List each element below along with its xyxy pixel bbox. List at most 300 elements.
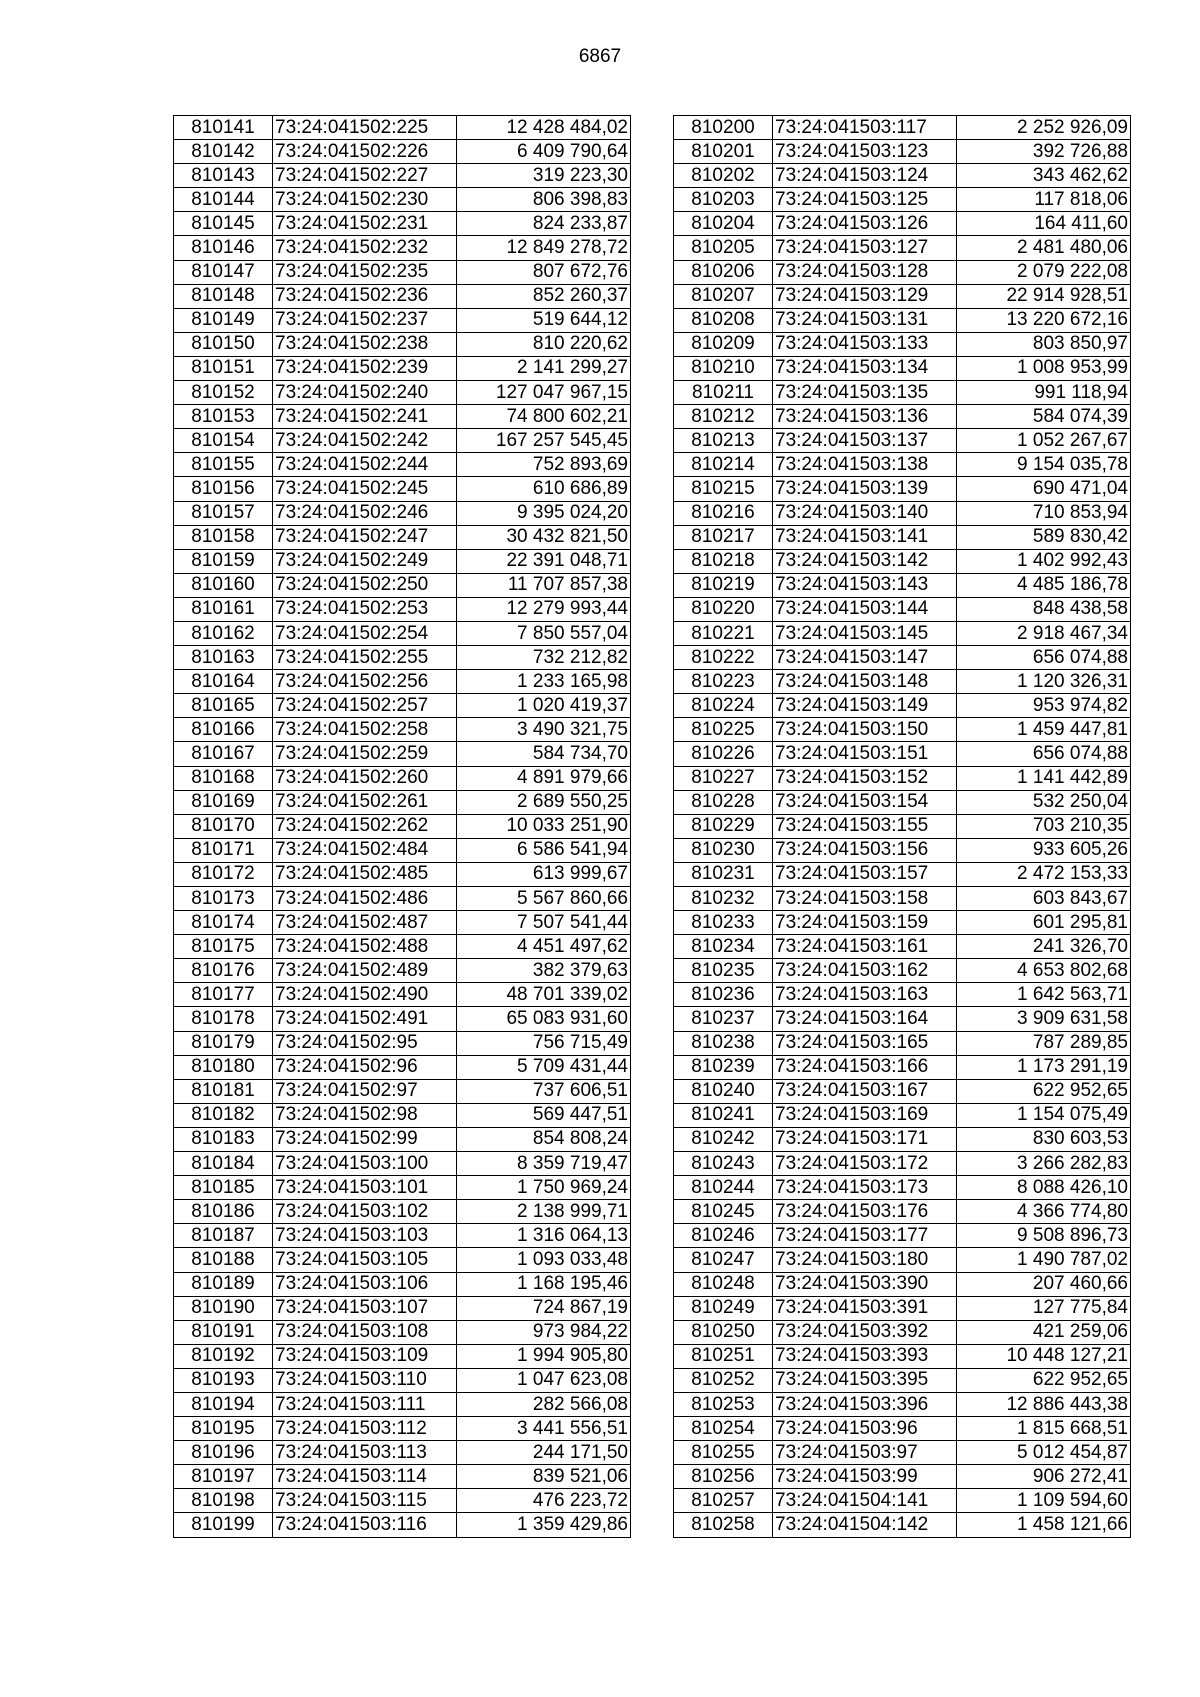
- row-number-cell: 810177: [174, 983, 273, 1007]
- cadastral-number-cell: 73:24:041503:129: [773, 284, 957, 308]
- cadastral-number-cell: 73:24:041503:114: [273, 1465, 457, 1489]
- table-row: [174, 1224, 631, 1248]
- cadastral-number-cell: 73:24:041502:238: [273, 332, 457, 356]
- cadastral-number-cell: 73:24:041502:227: [273, 164, 457, 188]
- value-cell: 991 118,94: [957, 381, 1131, 405]
- table-row: [174, 501, 631, 525]
- row-number-cell: 810157: [174, 501, 273, 525]
- table-row: [174, 838, 631, 862]
- value-cell: 22 914 928,51: [957, 284, 1131, 308]
- data-table-right: [673, 115, 1131, 1538]
- cadastral-number-cell: 73:24:041503:148: [773, 670, 957, 694]
- value-cell: 1 141 442,89: [957, 766, 1131, 790]
- row-number-cell: 810225: [674, 718, 773, 742]
- row-number-cell: 810201: [674, 140, 773, 164]
- value-cell: 601 295,81: [957, 911, 1131, 935]
- cadastral-number-cell: 73:24:041502:96: [273, 1055, 457, 1079]
- value-cell: 854 808,24: [457, 1127, 631, 1151]
- table-row: [674, 525, 1131, 549]
- value-cell: 1 008 953,99: [957, 356, 1131, 380]
- value-cell: 9 154 035,78: [957, 453, 1131, 477]
- table-row: [674, 1152, 1131, 1176]
- table-row: [174, 1127, 631, 1151]
- value-cell: 824 233,87: [457, 212, 631, 236]
- row-number-cell: 810218: [674, 549, 773, 573]
- row-number-cell: 810198: [174, 1489, 273, 1513]
- row-number-cell: 810182: [174, 1103, 273, 1127]
- table-row: [674, 1224, 1131, 1248]
- value-cell: 1 052 267,67: [957, 429, 1131, 453]
- row-number-cell: 810209: [674, 332, 773, 356]
- cadastral-number-cell: 73:24:041503:144: [773, 597, 957, 621]
- value-cell: 476 223,72: [457, 1489, 631, 1513]
- row-number-cell: 810242: [674, 1127, 773, 1151]
- cadastral-number-cell: 73:24:041502:487: [273, 911, 457, 935]
- cadastral-number-cell: 73:24:041503:172: [773, 1152, 957, 1176]
- table-row: [174, 862, 631, 886]
- table-row: [674, 429, 1131, 453]
- row-number-cell: 810149: [174, 308, 273, 332]
- cadastral-number-cell: 73:24:041503:131: [773, 308, 957, 332]
- table-row: [674, 838, 1131, 862]
- cadastral-number-cell: 73:24:041502:491: [273, 1007, 457, 1031]
- value-cell: 167 257 545,45: [457, 429, 631, 453]
- table-row: [174, 212, 631, 236]
- cadastral-number-cell: 73:24:041503:100: [273, 1152, 457, 1176]
- row-number-cell: 810199: [174, 1513, 273, 1537]
- value-cell: 610 686,89: [457, 477, 631, 501]
- table-row: [674, 814, 1131, 838]
- table-row: [174, 1513, 631, 1537]
- cadastral-number-cell: 73:24:041502:260: [273, 766, 457, 790]
- cadastral-number-cell: 73:24:041503:105: [273, 1248, 457, 1272]
- value-cell: 74 800 602,21: [457, 405, 631, 429]
- value-cell: 584 734,70: [457, 742, 631, 766]
- cadastral-number-cell: 73:24:041502:485: [273, 862, 457, 886]
- table-row: [674, 959, 1131, 983]
- table-row: [674, 790, 1131, 814]
- table-row: [174, 670, 631, 694]
- cadastral-number-cell: 73:24:041502:262: [273, 814, 457, 838]
- table-row: [674, 1489, 1131, 1513]
- value-cell: 656 074,88: [957, 646, 1131, 670]
- row-number-cell: 810155: [174, 453, 273, 477]
- value-cell: 1 173 291,19: [957, 1055, 1131, 1079]
- value-cell: 2 141 299,27: [457, 356, 631, 380]
- table-row: [174, 1055, 631, 1079]
- cadastral-number-cell: 73:24:041503:108: [273, 1320, 457, 1344]
- value-cell: 164 411,60: [957, 212, 1131, 236]
- row-number-cell: 810216: [674, 501, 773, 525]
- value-cell: 10 448 127,21: [957, 1344, 1131, 1368]
- row-number-cell: 810184: [174, 1152, 273, 1176]
- table-row: [174, 164, 631, 188]
- table-row: [674, 164, 1131, 188]
- cadastral-number-cell: 73:24:041502:245: [273, 477, 457, 501]
- row-number-cell: 810236: [674, 983, 773, 1007]
- cadastral-number-cell: 73:24:041503:107: [273, 1296, 457, 1320]
- row-number-cell: 810203: [674, 188, 773, 212]
- table-row: [674, 1176, 1131, 1200]
- table-row: [174, 718, 631, 742]
- value-cell: 3 266 282,83: [957, 1152, 1131, 1176]
- row-number-cell: 810215: [674, 477, 773, 501]
- row-number-cell: 810181: [174, 1079, 273, 1103]
- value-cell: 6 409 790,64: [457, 140, 631, 164]
- table-row: [674, 1103, 1131, 1127]
- row-number-cell: 810159: [174, 549, 273, 573]
- value-cell: 282 566,08: [457, 1392, 631, 1416]
- value-cell: 48 701 339,02: [457, 983, 631, 1007]
- value-cell: 4 366 774,80: [957, 1200, 1131, 1224]
- table-row: [174, 381, 631, 405]
- cadastral-number-cell: 73:24:041504:142: [773, 1513, 957, 1537]
- data-table-left: [173, 115, 631, 1538]
- value-cell: 1 316 064,13: [457, 1224, 631, 1248]
- table-row: [674, 284, 1131, 308]
- cadastral-number-cell: 73:24:041503:166: [773, 1055, 957, 1079]
- row-number-cell: 810221: [674, 621, 773, 645]
- cadastral-number-cell: 73:24:041502:97: [273, 1079, 457, 1103]
- table-row: [674, 1272, 1131, 1296]
- cadastral-number-cell: 73:24:041502:240: [273, 381, 457, 405]
- table-row: [174, 646, 631, 670]
- table-row: [674, 453, 1131, 477]
- row-number-cell: 810251: [674, 1344, 773, 1368]
- value-cell: 656 074,88: [957, 742, 1131, 766]
- row-number-cell: 810232: [674, 887, 773, 911]
- table-row: [674, 1441, 1131, 1465]
- value-cell: 2 472 153,33: [957, 862, 1131, 886]
- cadastral-number-cell: 73:24:041502:254: [273, 621, 457, 645]
- value-cell: 806 398,83: [457, 188, 631, 212]
- cadastral-number-cell: 73:24:041503:390: [773, 1272, 957, 1296]
- value-cell: 207 460,66: [957, 1272, 1131, 1296]
- value-cell: 787 289,85: [957, 1031, 1131, 1055]
- table-row: [674, 646, 1131, 670]
- value-cell: 117 818,06: [957, 188, 1131, 212]
- table-row: [674, 140, 1131, 164]
- row-number-cell: 810165: [174, 694, 273, 718]
- row-number-cell: 810154: [174, 429, 273, 453]
- row-number-cell: 810254: [674, 1417, 773, 1441]
- row-number-cell: 810143: [174, 164, 273, 188]
- value-cell: 9 508 896,73: [957, 1224, 1131, 1248]
- row-number-cell: 810172: [174, 862, 273, 886]
- value-cell: 2 252 926,09: [957, 116, 1131, 140]
- value-cell: 382 379,63: [457, 959, 631, 983]
- value-cell: 532 250,04: [957, 790, 1131, 814]
- table-row: [174, 959, 631, 983]
- cadastral-number-cell: 73:24:041502:235: [273, 260, 457, 284]
- table-row: [674, 911, 1131, 935]
- row-number-cell: 810194: [174, 1392, 273, 1416]
- table-body-left: [174, 116, 631, 1538]
- table-row: [174, 1441, 631, 1465]
- cadastral-number-cell: 73:24:041503:167: [773, 1079, 957, 1103]
- row-number-cell: 810151: [174, 356, 273, 380]
- value-cell: 4 485 186,78: [957, 573, 1131, 597]
- row-number-cell: 810240: [674, 1079, 773, 1103]
- value-cell: 3 909 631,58: [957, 1007, 1131, 1031]
- value-cell: 3 490 321,75: [457, 718, 631, 742]
- table-row: [674, 405, 1131, 429]
- row-number-cell: 810189: [174, 1272, 273, 1296]
- row-number-cell: 810167: [174, 742, 273, 766]
- cadastral-number-cell: 73:24:041503:125: [773, 188, 957, 212]
- table-row: [174, 1176, 631, 1200]
- cadastral-number-cell: 73:24:041503:96: [773, 1417, 957, 1441]
- value-cell: 2 079 222,08: [957, 260, 1131, 284]
- cadastral-number-cell: 73:24:041502:247: [273, 525, 457, 549]
- row-number-cell: 810179: [174, 1031, 273, 1055]
- cadastral-number-cell: 73:24:041502:488: [273, 935, 457, 959]
- table-row: [674, 1200, 1131, 1224]
- table-row: [174, 573, 631, 597]
- table-row: [674, 236, 1131, 260]
- row-number-cell: 810152: [174, 381, 273, 405]
- row-number-cell: 810238: [674, 1031, 773, 1055]
- value-cell: 807 672,76: [457, 260, 631, 284]
- table-row: [174, 1272, 631, 1296]
- table-row: [674, 718, 1131, 742]
- table-row: [674, 1392, 1131, 1416]
- value-cell: 1 490 787,02: [957, 1248, 1131, 1272]
- cadastral-number-cell: 73:24:041503:124: [773, 164, 957, 188]
- value-cell: 803 850,97: [957, 332, 1131, 356]
- row-number-cell: 810208: [674, 308, 773, 332]
- cadastral-number-cell: 73:24:041503:111: [273, 1392, 457, 1416]
- table-row: [174, 405, 631, 429]
- value-cell: 12 886 443,38: [957, 1392, 1131, 1416]
- cadastral-number-cell: 73:24:041503:140: [773, 501, 957, 525]
- value-cell: 603 843,67: [957, 887, 1131, 911]
- value-cell: 613 999,67: [457, 862, 631, 886]
- row-number-cell: 810234: [674, 935, 773, 959]
- table-row: [174, 1079, 631, 1103]
- row-number-cell: 810226: [674, 742, 773, 766]
- cadastral-number-cell: 73:24:041504:141: [773, 1489, 957, 1513]
- row-number-cell: 810146: [174, 236, 273, 260]
- cadastral-number-cell: 73:24:041503:147: [773, 646, 957, 670]
- page-number: 6867: [578, 46, 622, 67]
- value-cell: 839 521,06: [457, 1465, 631, 1489]
- cadastral-number-cell: 73:24:041503:152: [773, 766, 957, 790]
- value-cell: 4 451 497,62: [457, 935, 631, 959]
- row-number-cell: 810192: [174, 1344, 273, 1368]
- row-number-cell: 810206: [674, 260, 773, 284]
- cadastral-number-cell: 73:24:041503:392: [773, 1320, 957, 1344]
- value-cell: 5 709 431,44: [457, 1055, 631, 1079]
- row-number-cell: 810241: [674, 1103, 773, 1127]
- cadastral-number-cell: 73:24:041503:155: [773, 814, 957, 838]
- cadastral-number-cell: 73:24:041503:134: [773, 356, 957, 380]
- value-cell: 30 432 821,50: [457, 525, 631, 549]
- value-cell: 13 220 672,16: [957, 308, 1131, 332]
- cadastral-number-cell: 73:24:041503:101: [273, 1176, 457, 1200]
- table-row: [174, 1007, 631, 1031]
- row-number-cell: 810228: [674, 790, 773, 814]
- cadastral-number-cell: 73:24:041502:259: [273, 742, 457, 766]
- table-row: [674, 766, 1131, 790]
- value-cell: 7 507 541,44: [457, 911, 631, 935]
- table-row: [174, 1320, 631, 1344]
- row-number-cell: 810222: [674, 646, 773, 670]
- cadastral-number-cell: 73:24:041502:99: [273, 1127, 457, 1151]
- row-number-cell: 810243: [674, 1152, 773, 1176]
- cadastral-number-cell: 73:24:041503:139: [773, 477, 957, 501]
- cadastral-number-cell: 73:24:041503:180: [773, 1248, 957, 1272]
- row-number-cell: 810162: [174, 621, 273, 645]
- row-number-cell: 810220: [674, 597, 773, 621]
- cadastral-number-cell: 73:24:041503:151: [773, 742, 957, 766]
- cadastral-number-cell: 73:24:041502:98: [273, 1103, 457, 1127]
- cadastral-number-cell: 73:24:041503:143: [773, 573, 957, 597]
- cadastral-number-cell: 73:24:041502:256: [273, 670, 457, 694]
- cadastral-number-cell: 73:24:041503:163: [773, 983, 957, 1007]
- cadastral-number-cell: 73:24:041502:242: [273, 429, 457, 453]
- row-number-cell: 810204: [674, 212, 773, 236]
- row-number-cell: 810169: [174, 790, 273, 814]
- table-row: [174, 1103, 631, 1127]
- value-cell: 6 586 541,94: [457, 838, 631, 862]
- value-cell: 1 020 419,37: [457, 694, 631, 718]
- value-cell: 343 462,62: [957, 164, 1131, 188]
- cadastral-number-cell: 73:24:041502:226: [273, 140, 457, 164]
- value-cell: 1 642 563,71: [957, 983, 1131, 1007]
- value-cell: 724 867,19: [457, 1296, 631, 1320]
- table-row: [174, 814, 631, 838]
- value-cell: 710 853,94: [957, 501, 1131, 525]
- cadastral-number-cell: 73:24:041503:102: [273, 1200, 457, 1224]
- cadastral-number-cell: 73:24:041503:145: [773, 621, 957, 645]
- cadastral-number-cell: 73:24:041503:127: [773, 236, 957, 260]
- row-number-cell: 810219: [674, 573, 773, 597]
- value-cell: 622 952,65: [957, 1079, 1131, 1103]
- table-row: [174, 332, 631, 356]
- cadastral-number-cell: 73:24:041502:239: [273, 356, 457, 380]
- row-number-cell: 810193: [174, 1368, 273, 1392]
- row-number-cell: 810144: [174, 188, 273, 212]
- row-number-cell: 810170: [174, 814, 273, 838]
- table-row: [674, 1296, 1131, 1320]
- value-cell: 1 359 429,86: [457, 1513, 631, 1537]
- row-number-cell: 810244: [674, 1176, 773, 1200]
- cadastral-number-cell: 73:24:041503:391: [773, 1296, 957, 1320]
- cadastral-number-cell: 73:24:041503:116: [273, 1513, 457, 1537]
- table-row: [174, 983, 631, 1007]
- value-cell: 589 830,42: [957, 525, 1131, 549]
- table-row: [174, 790, 631, 814]
- cadastral-number-cell: 73:24:041503:177: [773, 1224, 957, 1248]
- value-cell: 127 775,84: [957, 1296, 1131, 1320]
- value-cell: 2 481 480,06: [957, 236, 1131, 260]
- table-body-right: [674, 116, 1131, 1538]
- cadastral-number-cell: 73:24:041503:106: [273, 1272, 457, 1296]
- cadastral-number-cell: 73:24:041502:253: [273, 597, 457, 621]
- value-cell: 690 471,04: [957, 477, 1131, 501]
- cadastral-number-cell: 73:24:041503:115: [273, 1489, 457, 1513]
- row-number-cell: 810168: [174, 766, 273, 790]
- value-cell: 5 012 454,87: [957, 1441, 1131, 1465]
- row-number-cell: 810235: [674, 959, 773, 983]
- cadastral-number-cell: 73:24:041503:97: [773, 1441, 957, 1465]
- table-row: [674, 1417, 1131, 1441]
- row-number-cell: 810195: [174, 1417, 273, 1441]
- value-cell: 2 918 467,34: [957, 621, 1131, 645]
- cadastral-number-cell: 73:24:041503:396: [773, 1392, 957, 1416]
- cadastral-number-cell: 73:24:041503:156: [773, 838, 957, 862]
- table-row: [174, 140, 631, 164]
- value-cell: 1 093 033,48: [457, 1248, 631, 1272]
- value-cell: 732 212,82: [457, 646, 631, 670]
- value-cell: 1 233 165,98: [457, 670, 631, 694]
- cadastral-number-cell: 73:24:041502:484: [273, 838, 457, 862]
- value-cell: 1 154 075,49: [957, 1103, 1131, 1127]
- row-number-cell: 810147: [174, 260, 273, 284]
- value-cell: 392 726,88: [957, 140, 1131, 164]
- cadastral-number-cell: 73:24:041503:154: [773, 790, 957, 814]
- cadastral-number-cell: 73:24:041502:258: [273, 718, 457, 742]
- cadastral-number-cell: 73:24:041503:109: [273, 1344, 457, 1368]
- cadastral-number-cell: 73:24:041502:255: [273, 646, 457, 670]
- cadastral-number-cell: 73:24:041502:225: [273, 116, 457, 140]
- value-cell: 22 391 048,71: [457, 549, 631, 573]
- cadastral-number-cell: 73:24:041502:241: [273, 405, 457, 429]
- value-cell: 703 210,35: [957, 814, 1131, 838]
- value-cell: 973 984,22: [457, 1320, 631, 1344]
- row-number-cell: 810171: [174, 838, 273, 862]
- cadastral-number-cell: 73:24:041503:169: [773, 1103, 957, 1127]
- table-row: [674, 116, 1131, 140]
- value-cell: 12 279 993,44: [457, 597, 631, 621]
- row-number-cell: 810145: [174, 212, 273, 236]
- row-number-cell: 810156: [174, 477, 273, 501]
- value-cell: 1 047 623,08: [457, 1368, 631, 1392]
- row-number-cell: 810210: [674, 356, 773, 380]
- cadastral-number-cell: 73:24:041502:237: [273, 308, 457, 332]
- value-cell: 4 891 979,66: [457, 766, 631, 790]
- table-row: [174, 453, 631, 477]
- cadastral-number-cell: 73:24:041502:95: [273, 1031, 457, 1055]
- table-row: [174, 1392, 631, 1416]
- row-number-cell: 810211: [674, 381, 773, 405]
- row-number-cell: 810230: [674, 838, 773, 862]
- cadastral-number-cell: 73:24:041503:149: [773, 694, 957, 718]
- table-row: [674, 670, 1131, 694]
- row-number-cell: 810239: [674, 1055, 773, 1079]
- value-cell: 1 109 594,60: [957, 1489, 1131, 1513]
- table-row: [674, 477, 1131, 501]
- table-row: [674, 935, 1131, 959]
- cadastral-number-cell: 73:24:041503:117: [773, 116, 957, 140]
- row-number-cell: 810187: [174, 1224, 273, 1248]
- table-row: [674, 308, 1131, 332]
- cadastral-number-cell: 73:24:041503:157: [773, 862, 957, 886]
- value-cell: 752 893,69: [457, 453, 631, 477]
- row-number-cell: 810141: [174, 116, 273, 140]
- cadastral-number-cell: 73:24:041503:393: [773, 1344, 957, 1368]
- cadastral-number-cell: 73:24:041502:261: [273, 790, 457, 814]
- cadastral-number-cell: 73:24:041502:489: [273, 959, 457, 983]
- row-number-cell: 810178: [174, 1007, 273, 1031]
- value-cell: 933 605,26: [957, 838, 1131, 862]
- value-cell: 2 689 550,25: [457, 790, 631, 814]
- value-cell: 756 715,49: [457, 1031, 631, 1055]
- cadastral-number-cell: 73:24:041502:250: [273, 573, 457, 597]
- value-cell: 421 259,06: [957, 1320, 1131, 1344]
- table-row: [174, 694, 631, 718]
